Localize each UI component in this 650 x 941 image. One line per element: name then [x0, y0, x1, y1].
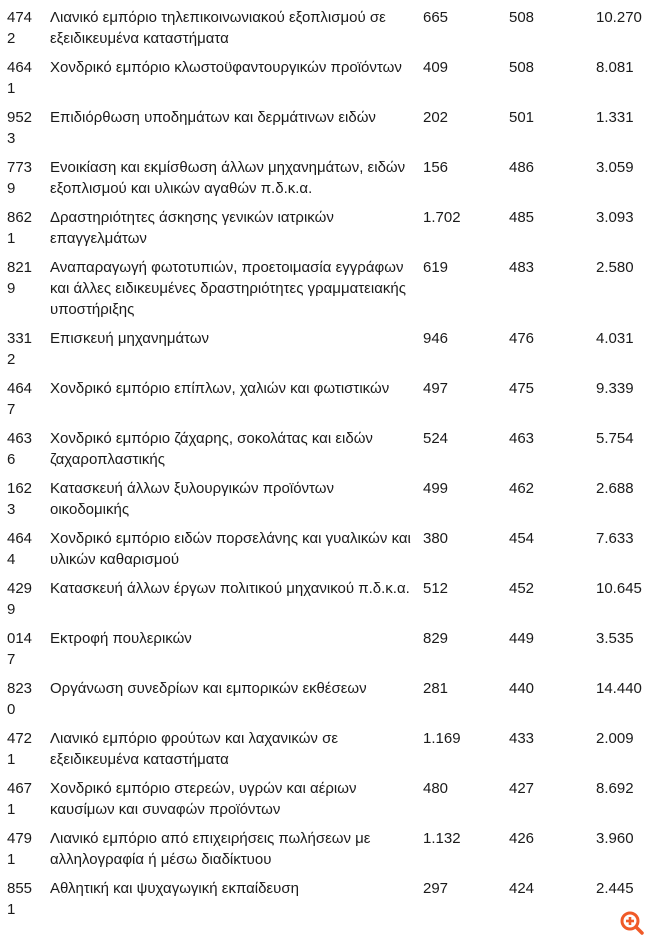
activity-description: Εκτροφή πουλερικών [50, 630, 192, 647]
activity-code: 8551 [7, 880, 33, 918]
activity-code: 4742 [7, 9, 33, 47]
table-row [0, 678, 650, 720]
value-column-1: 512 [423, 580, 449, 597]
value-column-2: 486 [509, 159, 535, 176]
value-column-3: 2.688 [596, 480, 634, 497]
activity-code: 4791 [7, 830, 33, 868]
activity-code: 4647 [7, 380, 33, 418]
value-column-3: 4.031 [596, 330, 634, 347]
activity-description: Λιανικό εμπόριο από επιχειρήσεις πωλήσεων με αλληλογραφία ή μέσω διαδίκτυου [50, 830, 371, 868]
table-row [0, 478, 650, 520]
table-row [0, 57, 650, 99]
activity-description: Οργάνωση συνεδρίων και εμπορικών εκθέσεων [50, 680, 367, 697]
value-column-3: 3.059 [596, 159, 634, 176]
activity-code: 3312 [7, 330, 33, 368]
value-column-2: 475 [509, 380, 535, 397]
value-column-1: 1.702 [423, 209, 461, 226]
value-column-1: 1.132 [423, 830, 461, 847]
table-row [0, 157, 650, 199]
table-row [0, 828, 650, 870]
value-column-3: 10.270 [596, 9, 642, 26]
value-column-1: 409 [423, 59, 449, 76]
value-column-1: 380 [423, 530, 449, 547]
table-row [0, 728, 650, 770]
data-table [0, 7, 650, 928]
activity-code: 9523 [7, 109, 33, 147]
table-row [0, 207, 650, 249]
value-column-2: 427 [509, 780, 535, 797]
value-column-1: 156 [423, 159, 449, 176]
value-column-1: 665 [423, 9, 449, 26]
activity-code: 4299 [7, 580, 33, 618]
value-column-2: 454 [509, 530, 535, 547]
value-column-2: 476 [509, 330, 535, 347]
activity-code: 4671 [7, 780, 33, 818]
value-column-3: 3.960 [596, 830, 634, 847]
activity-code: 4636 [7, 430, 33, 468]
activity-description: Ενοικίαση και εκμίσθωση άλλων μηχανημάτων, ειδών εξοπλισμού και υλικών αγαθών π.δ.κ.α. [50, 159, 406, 197]
activity-description: Χονδρικό εμπόριο ειδών πορσελάνης και γυαλικών και υλικών καθαρισμού [50, 530, 411, 568]
activity-description: Χονδρικό εμπόριο επίπλων, χαλιών και φωτιστικών [50, 380, 390, 397]
value-column-1: 619 [423, 259, 449, 276]
value-column-2: 424 [509, 880, 535, 897]
table-row [0, 878, 650, 920]
value-column-2: 483 [509, 259, 535, 276]
activity-description: Λιανικό εμπόριο τηλεπικοινωνιακού εξοπλισμού σε εξειδικευμένα καταστήματα [50, 9, 386, 47]
value-column-2: 508 [509, 59, 535, 76]
activity-code: 4641 [7, 59, 33, 97]
value-column-3: 9.339 [596, 380, 634, 397]
value-column-1: 1.169 [423, 730, 461, 747]
activity-code: 4644 [7, 530, 33, 568]
value-column-2: 462 [509, 480, 535, 497]
activity-description: Χονδρικό εμπόριο κλωστοϋφαντουργικών προϊόντων [50, 59, 402, 76]
activity-description: Κατασκευή άλλων ξυλουργικών προϊόντων οικοδομικής [50, 480, 334, 518]
table-row [0, 378, 650, 420]
zoom-in-button[interactable] [619, 910, 645, 936]
activity-description: Αθλητική και ψυχαγωγική εκπαίδευση [50, 880, 299, 897]
activity-code: 8230 [7, 680, 33, 718]
table-row [0, 628, 650, 670]
zoom-in-icon [619, 910, 645, 936]
value-column-1: 524 [423, 430, 449, 447]
value-column-1: 946 [423, 330, 449, 347]
activity-description: Δραστηριότητες άσκησης γενικών ιατρικών επαγγελμάτων [50, 209, 334, 247]
activity-code: 0147 [7, 630, 33, 668]
activity-code: 7739 [7, 159, 33, 197]
value-column-3: 5.754 [596, 430, 634, 447]
activity-description: Κατασκευή άλλων έργων πολιτικού μηχανικού π.δ.κ.α. [50, 580, 410, 597]
value-column-1: 281 [423, 680, 449, 697]
table-row [0, 107, 650, 149]
table-row [0, 7, 650, 49]
value-column-3: 10.645 [596, 580, 642, 597]
value-column-3: 8.081 [596, 59, 634, 76]
table-row [0, 778, 650, 820]
table-row [0, 428, 650, 470]
activity-description: Αναπαραγωγή φωτοτυπιών, προετοιμασία εγγράφων και άλλες ειδικευμένες δραστηριότητες γραμματειακής υποστήριξης [50, 259, 406, 318]
value-column-3: 7.633 [596, 530, 634, 547]
value-column-3: 1.331 [596, 109, 634, 126]
activity-description: Λιανικό εμπόριο φρούτων και λαχανικών σε εξειδικευμένα καταστήματα [50, 730, 339, 768]
value-column-3: 2.445 [596, 880, 634, 897]
activity-code: 8621 [7, 209, 33, 247]
activity-description: Χονδρικό εμπόριο ζάχαρης, σοκολάτας και ειδών ζαχαροπλαστικής [50, 430, 373, 468]
activity-code: 1623 [7, 480, 33, 518]
value-column-2: 463 [509, 430, 535, 447]
value-column-2: 452 [509, 580, 535, 597]
table-row [0, 528, 650, 570]
table-row [0, 328, 650, 370]
value-column-1: 829 [423, 630, 449, 647]
value-column-2: 501 [509, 109, 535, 126]
value-column-2: 485 [509, 209, 535, 226]
value-column-2: 433 [509, 730, 535, 747]
value-column-1: 480 [423, 780, 449, 797]
value-column-2: 440 [509, 680, 535, 697]
activity-description: Χονδρικό εμπόριο στερεών, υγρών και αέριων καυσίμων και συναφών προϊόντων [50, 780, 357, 818]
activity-code: 4721 [7, 730, 33, 768]
value-column-3: 14.440 [596, 680, 642, 697]
value-column-3: 2.009 [596, 730, 634, 747]
table-row [0, 578, 650, 620]
activity-code: 8219 [7, 259, 33, 297]
value-column-1: 297 [423, 880, 449, 897]
table-row [0, 257, 650, 320]
value-column-1: 202 [423, 109, 449, 126]
value-column-3: 8.692 [596, 780, 634, 797]
value-column-2: 426 [509, 830, 535, 847]
activity-description: Επιδιόρθωση υποδημάτων και δερμάτινων ειδών [50, 109, 376, 126]
value-column-2: 508 [509, 9, 535, 26]
activity-description: Επισκευή μηχανημάτων [50, 330, 210, 347]
value-column-3: 3.535 [596, 630, 634, 647]
value-column-1: 499 [423, 480, 449, 497]
value-column-3: 2.580 [596, 259, 634, 276]
value-column-2: 449 [509, 630, 535, 647]
value-column-3: 3.093 [596, 209, 634, 226]
value-column-1: 497 [423, 380, 449, 397]
